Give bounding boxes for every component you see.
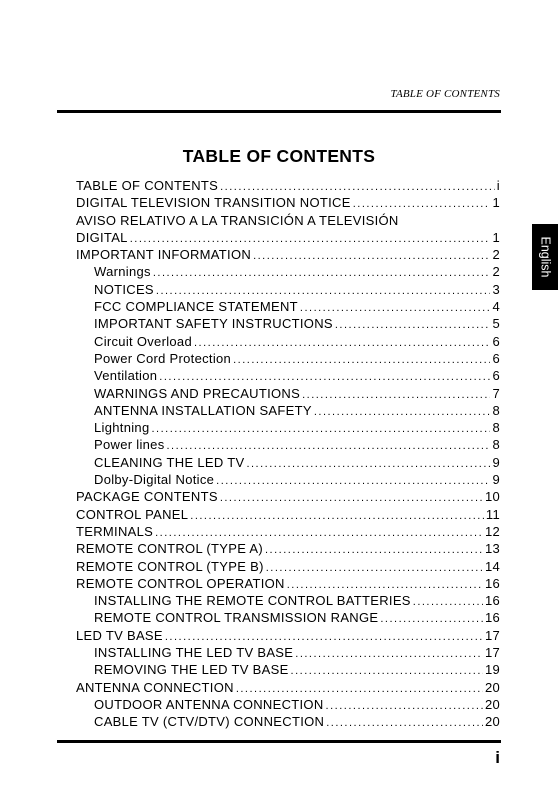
toc-entry[interactable]	[76, 402, 500, 419]
toc-entry-title: Dolby-Digital Notice	[94, 472, 215, 488]
toc-entry-title: DIGITAL	[76, 229, 128, 245]
toc-entry-title: ANTENNA INSTALLATION SAFETY	[94, 402, 312, 418]
toc-entry-page: i	[496, 178, 500, 193]
toc-entry[interactable]	[76, 627, 500, 644]
toc-entry[interactable]	[76, 506, 500, 523]
toc-entry-title: Power lines	[94, 437, 165, 453]
toc-entry[interactable]	[76, 679, 500, 696]
toc-entry-page: 16	[484, 610, 500, 626]
toc-entry-page: 10	[484, 489, 500, 505]
toc-dot-leader	[380, 611, 483, 628]
toc-entry[interactable]	[76, 592, 500, 609]
toc-entry[interactable]	[76, 575, 500, 592]
toc-entry-page: 20	[484, 696, 500, 712]
toc-entry-title: CABLE TV (CTV/DTV) CONNECTION	[94, 714, 325, 730]
toc-dot-leader	[246, 456, 490, 473]
toc-entry[interactable]	[76, 246, 500, 263]
page-number: i	[495, 748, 500, 767]
toc-entry-title: PACKAGE CONTENTS	[76, 489, 218, 505]
toc-entry-page: 20	[484, 714, 500, 730]
toc-entry-title: DIGITAL TELEVISION TRANSITION NOTICE	[76, 195, 351, 211]
toc-entry[interactable]	[76, 713, 500, 730]
toc-dot-leader	[190, 508, 484, 525]
toc-dot-leader	[326, 698, 483, 715]
toc-entry-page: 2	[492, 247, 500, 263]
toc-entry[interactable]	[76, 609, 500, 626]
toc-entry-page: 4	[492, 299, 500, 315]
toc-entry-title: NOTICES	[94, 281, 154, 297]
toc-entry-title: Lightning	[94, 420, 150, 436]
toc-dot-leader	[194, 335, 490, 352]
table-of-contents	[76, 177, 500, 731]
toc-entry[interactable]	[76, 229, 500, 246]
toc-entry-page: 17	[484, 645, 500, 661]
toc-dot-leader	[266, 560, 483, 577]
toc-entry-title: Power Cord Protection	[94, 350, 232, 366]
toc-entry[interactable]	[76, 488, 500, 505]
toc-entry-page: 8	[492, 437, 500, 453]
toc-dot-leader	[314, 404, 491, 421]
toc-entry[interactable]	[76, 194, 500, 211]
toc-entry-page: 6	[492, 350, 500, 366]
toc-entry[interactable]	[76, 177, 500, 194]
toc-entry-title: OUTDOOR ANTENNA CONNECTION	[94, 696, 324, 712]
toc-entry-title: CLEANING THE LED TV	[94, 454, 245, 470]
page-title: TABLE OF CONTENTS	[182, 146, 376, 166]
toc-entry[interactable]	[76, 263, 500, 280]
toc-entry-title: INSTALLING THE REMOTE CONTROL BATTERIES	[94, 593, 411, 609]
toc-entry[interactable]	[76, 419, 500, 436]
toc-entry-title: IMPORTANT SAFETY INSTRUCTIONS	[94, 316, 333, 332]
toc-entry-title: REMOTE CONTROL (TYPE B)	[76, 558, 264, 574]
toc-entry-title: WARNINGS AND PRECAUTIONS	[94, 385, 301, 401]
toc-entry-page: 16	[484, 575, 500, 591]
toc-entry-page: 9	[492, 454, 500, 470]
toc-entry-page: 7	[492, 385, 500, 401]
toc-entry-page: 20	[484, 679, 500, 695]
toc-dot-leader	[253, 248, 490, 265]
toc-dot-leader	[265, 542, 483, 559]
toc-entry-page: 16	[484, 593, 500, 609]
toc-dot-leader	[233, 352, 490, 369]
toc-entry-page: 14	[484, 558, 500, 574]
toc-entry[interactable]	[76, 212, 500, 229]
toc-entry[interactable]	[76, 558, 500, 575]
running-header: TABLE OF CONTENTS	[390, 88, 500, 100]
toc-entry[interactable]	[76, 281, 500, 298]
toc-entry-page: 11	[485, 506, 500, 522]
footer-rule	[57, 740, 501, 743]
toc-entry-title: Circuit Overload	[94, 333, 192, 349]
toc-entry[interactable]	[76, 454, 500, 471]
toc-entry-title: TERMINALS	[76, 523, 154, 539]
toc-entry-page: 2	[492, 264, 500, 280]
toc-dot-leader	[151, 421, 490, 438]
language-tab-label: English	[538, 236, 552, 278]
toc-dot-leader	[302, 387, 490, 404]
toc-entry[interactable]	[76, 315, 500, 332]
toc-entry-page: 6	[492, 368, 500, 384]
toc-entry-title: FCC COMPLIANCE STATEMENT	[94, 299, 298, 315]
toc-entry[interactable]	[76, 471, 500, 488]
toc-entry-page: 19	[484, 662, 500, 678]
toc-entry[interactable]	[76, 436, 500, 453]
toc-entry-title: LED TV BASE	[76, 627, 163, 643]
toc-entry[interactable]	[76, 367, 500, 384]
toc-entry-title: CONTROL PANEL	[76, 506, 189, 522]
toc-entry-page: 5	[492, 316, 500, 332]
toc-dot-leader	[335, 317, 491, 334]
toc-entry[interactable]	[76, 523, 500, 540]
toc-dot-leader	[153, 265, 491, 282]
toc-entry-title: INSTALLING THE LED TV BASE	[94, 645, 294, 661]
toc-entry[interactable]	[76, 385, 500, 402]
toc-entry[interactable]	[76, 661, 500, 678]
toc-entry[interactable]	[76, 298, 500, 315]
toc-dot-leader	[413, 594, 483, 611]
toc-entry-title: IMPORTANT INFORMATION	[76, 247, 252, 263]
toc-entry[interactable]	[76, 333, 500, 350]
toc-entry-page: 8	[492, 402, 500, 418]
toc-entry-page: 17	[484, 627, 500, 643]
toc-entry-title: REMOTE CONTROL (TYPE A)	[76, 541, 263, 557]
toc-dot-leader	[291, 663, 483, 680]
toc-entry-page: 13	[484, 541, 500, 557]
toc-entry-title: Warnings	[94, 264, 151, 280]
toc-dot-leader	[326, 715, 483, 732]
language-tab	[532, 224, 558, 290]
toc-dot-leader	[220, 490, 483, 507]
toc-dot-leader	[295, 646, 483, 663]
toc-entry-title: TABLE OF CONTENTS	[76, 178, 219, 193]
toc-entry[interactable]	[76, 696, 500, 713]
toc-entry-page: 1	[492, 195, 500, 211]
toc-entry-page: 1	[492, 229, 500, 245]
toc-entry[interactable]	[76, 644, 500, 661]
toc-dot-leader	[216, 473, 490, 490]
toc-entry[interactable]	[76, 540, 500, 557]
toc-entry-title: REMOTE CONTROL TRANSMISSION RANGE	[94, 610, 379, 626]
header-rule	[57, 110, 501, 113]
toc-entry-page: 6	[492, 333, 500, 349]
toc-entry-title: ANTENNA CONNECTION	[76, 679, 234, 695]
toc-entry-title: Ventilation	[94, 368, 158, 384]
toc-entry-page: 3	[492, 281, 500, 297]
toc-entry-page: 9	[492, 472, 500, 488]
toc-entry-page: 12	[484, 523, 500, 539]
toc-entry[interactable]	[76, 350, 500, 367]
toc-entry-title: REMOTE CONTROL OPERATION	[76, 575, 285, 591]
toc-entry-page: 8	[492, 420, 500, 436]
toc-entry-title: AVISO RELATIVO A LA TRANSICIÓN A TELEVISIÓN	[76, 212, 399, 228]
toc-entry-title: REMOVING THE LED TV BASE	[94, 662, 289, 678]
